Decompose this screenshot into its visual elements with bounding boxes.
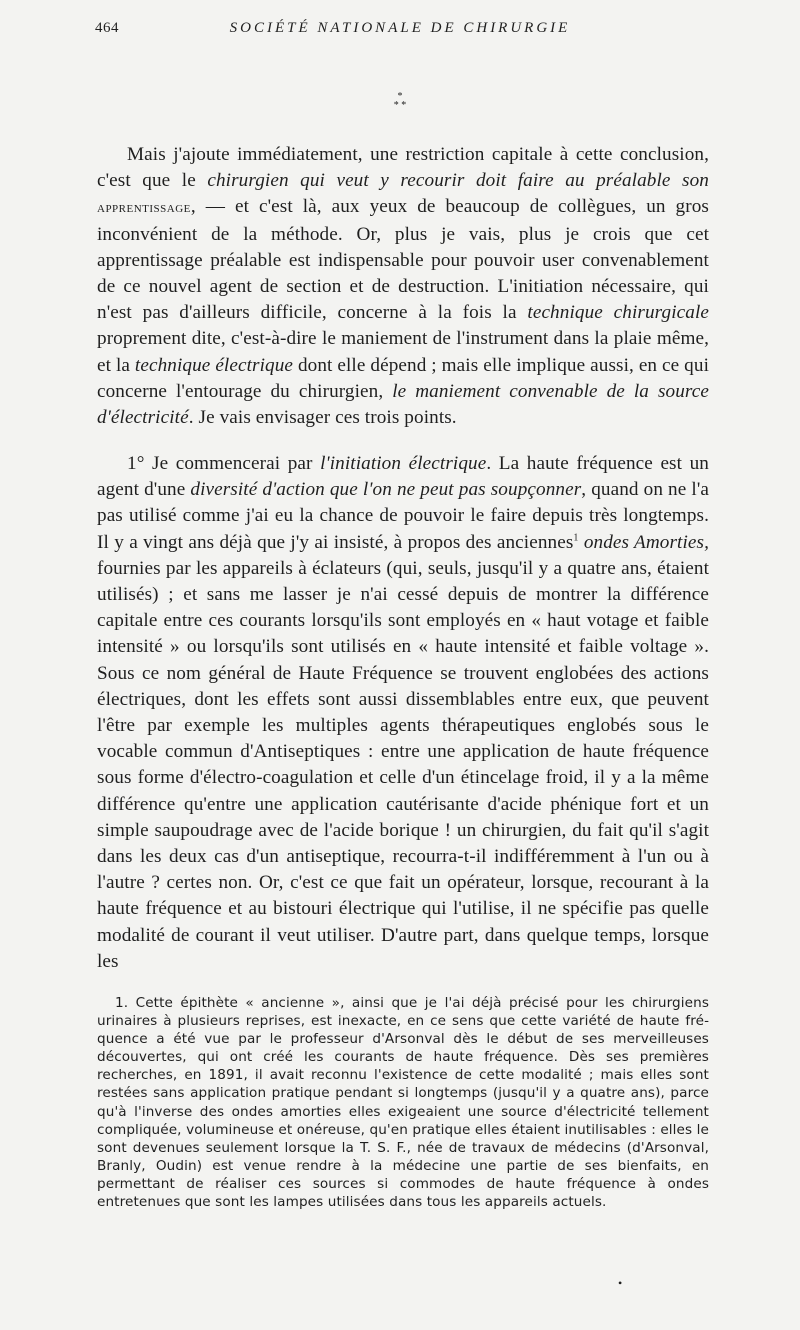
paragraph-apprentissage bbox=[97, 142, 709, 431]
page-number: 464 bbox=[95, 20, 119, 36]
italic-run: l'initiation électrique bbox=[320, 453, 487, 474]
italic-run: technique chirurgicale bbox=[527, 302, 709, 324]
text-run: . Je vais envisager ces trois points. bbox=[188, 407, 457, 429]
text-run: , quand on ne l'a pas utilisé comme j'ai eu la chance de pouvoir le faire depuis très longtemps. Il y a vingt ans déjà que j'y ai insisté, à propos des anciennes bbox=[97, 479, 709, 553]
footnote-text: 1. Cette épithète « ancienne », ainsi que je l'ai déjà précisé pour les chirurgiens urinaires à plusieurs reprises, est inexacte, en ce sens que cette variété de haute fréquence a été vue par le professeur d'Arsonval dès le début de ses merveilleuses découvertes, qui ont créé les courants de haute fréquence. Dès ses premières recherches, en 1891, il avait reconnu l'existence de cette modalité ; mais elles sont restées sans application pratique pendant si longtemps (jusqu'il y a quatre ans), parce qu'à l'inverse des ondes amorties elles exigeaient une source d'électricité tellement compliquée, volumineuse et onéreuse, qu'en pratique elles étaient inutilisables : elles le sont devenues seulement lorsque la T. S. F., née de travaux de médecins (d'Arsonval, Branly, Oudin) est venue rendre à la médecine une partie de ses bienfaits, en permettant de réaliser ces sources si commodes de haute fréquence à ondes entretenues que sont les lampes utilisées dans tous les appareils actuels. bbox=[97, 995, 709, 1211]
footnote-reference[interactable]: 1 bbox=[573, 532, 579, 544]
italic-run: chirurgien qui veut y recourir doit faire au préalable son bbox=[207, 170, 710, 192]
text-run: , — et c'est là, aux yeux de beaucoup de collègues, un gros inconvénient de la méthode. Or, plus je vais, plus je crois que cet apprentissage préalable est indispensable pour pouvoir user convenablement de ce nouvel agent de section et de destruction. L'initiation nécessaire, qui n'est pas d'ailleurs difficile, concerne à la fois la bbox=[97, 196, 709, 324]
asterism-top: * bbox=[397, 91, 403, 102]
italic-run: technique électrique bbox=[134, 354, 294, 376]
footnote bbox=[97, 994, 709, 1211]
stray-mark: • bbox=[618, 1276, 623, 1290]
text-run: 1° Je commencerai par bbox=[127, 453, 321, 474]
italic-run: ondes Amorties, bbox=[583, 531, 709, 553]
asterism-bottom: * * bbox=[393, 100, 407, 111]
text-run: . La haute fréquence est un agent d'une bbox=[97, 453, 709, 501]
italic-run: diversité d'action que l'on ne peut pas soupçonner bbox=[190, 479, 582, 501]
text-run: fournies par les appareils à éclateurs (qui, seuls, jusqu'il y a quatre ans, étaient utilisés) ; et sans me lasser je n'ai cessé depuis de montrer la différence capitale entre ces courants lorsqu'ils sont employés en « haut votage et faible intensité » ou lorsqu'ils sont utilisés en « haute intensité et faible voltage ». Sous ce nom général de Haute Fréquence se trouvent englobées des actions électriques, dont les effets sont aussi dissemblables entre eux, que peuvent l'être par exemple les multiples agents thérapeutiques englobés sous le vocable commun d'Antiseptiques : entre une application de haute fréquence sous forme d'électro-coagulation et celle d'un étincelage froid, il y a la même différence qu'entre une application cautérisante d'acide phénique fort et un simple saupoudrage avec de l'acide borique ! un chirurgien, du fait qu'il s'agit dans les deux cas d'un antiseptique, recourra-t-il indifféremment à l'un ou à l'autre ? certes non. Or, c'est ce que fait un opérateur, lorsque, recourant à la haute fréquence et au bistouri électrique qui l'utilise, il ne spécifie pas quelle modalité de courant il veut utiliser. D'autre part, dans quelque temps, lorsque les bbox=[97, 557, 709, 972]
paragraph-text bbox=[97, 142, 709, 431]
text-run: proprement dite, c'est-à-dire le maniement de l'instrument dans la plaie même, et la bbox=[97, 328, 709, 376]
asterism bbox=[0, 92, 800, 110]
small-caps-run: apprentissage bbox=[97, 200, 191, 217]
text-run: dont elle dépend ; mais elle implique aussi, en ce qui concerne l'entourage du chirurgien, bbox=[97, 354, 709, 402]
paragraph-initiation-electrique bbox=[97, 451, 709, 975]
text-run: Mais j'ajoute immédiatement, une restriction capitale à cette conclusion, c'est que le bbox=[97, 144, 709, 192]
italic-run: le maniement convenable de la source d'électricité bbox=[97, 380, 709, 429]
running-title: SOCIÉTÉ NATIONALE DE CHIRURGIE bbox=[229, 20, 571, 36]
paragraph-text bbox=[97, 451, 709, 975]
